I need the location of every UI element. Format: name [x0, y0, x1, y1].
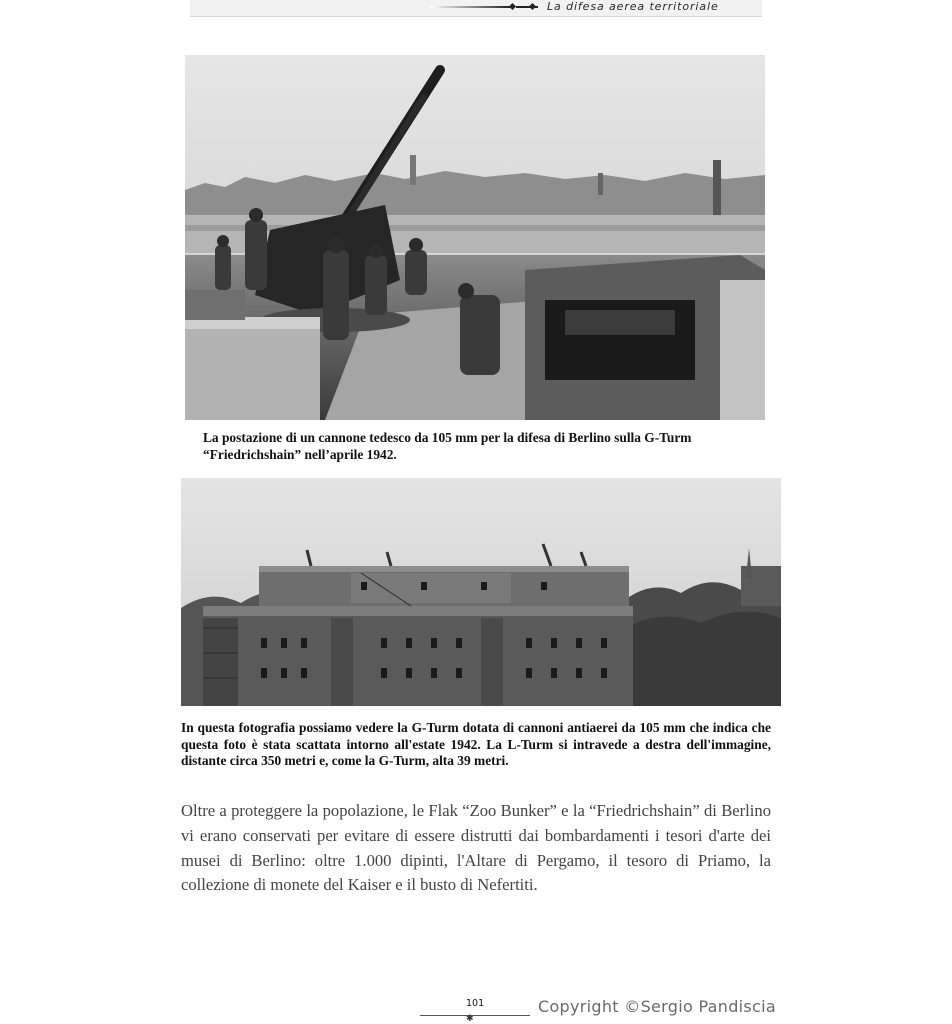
footer-ornament-star-icon: ✱ — [466, 1014, 474, 1024]
figure-1-caption-line1: La postazione di un cannone tedesco da 105 mm per la difesa di Berlino sulla G-Turm — [203, 430, 692, 445]
figure-1-caption-line2: “Friedrichshain” nell’aprile 1942. — [203, 446, 397, 462]
header-ornament-line — [430, 6, 510, 8]
header-ornament-diamond-icon — [509, 3, 516, 10]
copyright-notice: Copyright ©Sergio Pandiscia — [538, 997, 776, 1016]
footer-ornament-line — [420, 1015, 530, 1016]
anti-aircraft-gun-photo-icon — [185, 55, 765, 420]
running-title: La difesa aerea territoriale — [547, 0, 719, 13]
photo-anti-aircraft-gun — [185, 55, 765, 420]
figure-2-caption: In questa fotografia possiamo vedere la G-Turm dotata di cannoni antiaerei da 105 mm che indica che questa foto è stata scattata intorno all'estate 1942. La L-Turm si intravede a destra dell'immagine, distante circa 350 metri e, come la G-Turm, alta 39 metri. — [181, 720, 771, 768]
body-paragraph: Oltre a proteggere la popolazione, le Flak “Zoo Bunker” e la “Friedrichshain” di Berlino vi erano conservati per evitare di essere distrutti dai bombardamenti i tesori d'arte dei musei di Berlino: oltre 1.000 dipinti, l'Altare di Pergamo, il tesoro di Priamo, la collezione di monete del Kaiser e il busto di Nefertiti. — [181, 801, 771, 895]
photo-flak-tower — [181, 478, 781, 706]
flak-tower-photo-icon — [181, 478, 781, 706]
running-header — [190, 0, 762, 17]
page-number: 101 — [466, 998, 485, 1009]
header-ornament-line — [516, 6, 538, 8]
figure-1-caption — [203, 430, 763, 463]
